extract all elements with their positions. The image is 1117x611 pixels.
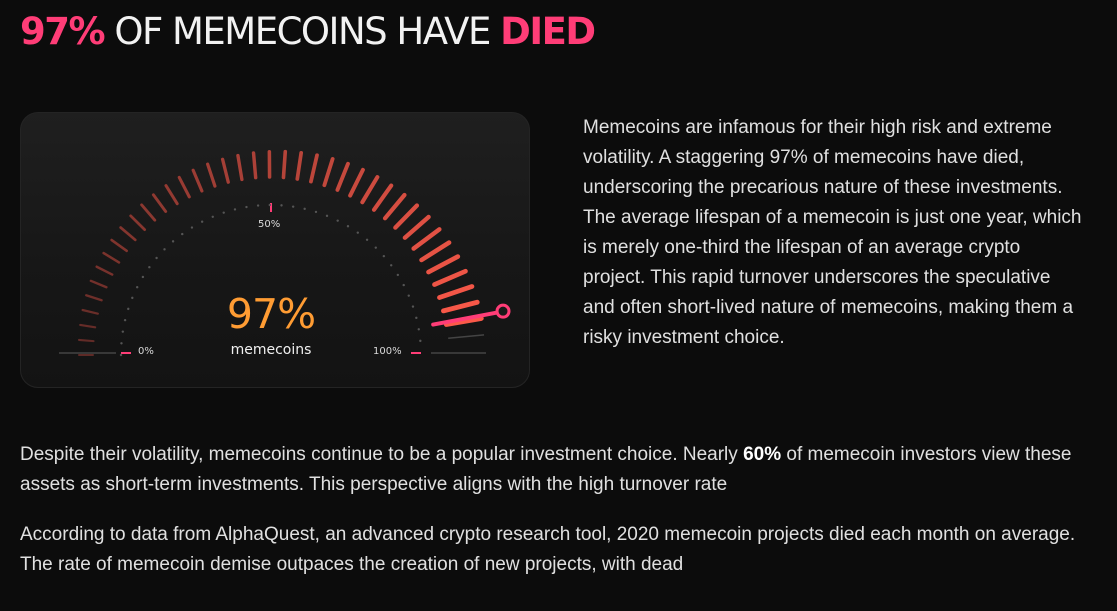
gauge-dot: [131, 297, 133, 299]
gauge-dot: [172, 240, 174, 242]
side-paragraph: Memecoins are infamous for their high risk and extreme volatility. A staggering 97% of memecoins have died, underscoring the precarious nature of these investments. The average lifespan of a memecoin is just one year, which is merely one-third the lifespan of an average crypto project. This rapid turnover underscores the speculative and often short-lived nature of memecoins, making them a risky investment choice.: [583, 117, 1082, 348]
gauge-bar: [297, 153, 301, 179]
gauge-bar: [223, 159, 229, 182]
gauge-bar: [97, 267, 113, 275]
gauge-dot: [163, 248, 165, 250]
gauge-dot: [347, 225, 349, 227]
gauge-dot: [212, 216, 214, 218]
gauge-dot: [257, 204, 259, 206]
gauge-dot: [155, 257, 157, 259]
gauge-bar: [434, 271, 465, 284]
gauge-bar: [238, 156, 242, 180]
gauge-dot: [124, 319, 126, 321]
headline-percent: 97%: [20, 10, 105, 53]
gauge-dot: [375, 246, 377, 248]
gauge-dot: [303, 208, 305, 210]
gauge-label-min: 0%: [138, 346, 154, 357]
gauge-dot: [292, 205, 294, 207]
gauge-dot: [148, 266, 150, 268]
paragraph-investors-before: Despite their volatility, memecoins continue to be a popular investment choice. Nearly: [20, 444, 744, 465]
gauge-value: 97%: [226, 290, 316, 338]
gauge-bar: [121, 228, 136, 240]
paragraph-investors: [20, 440, 1100, 500]
gauge-bar: [422, 243, 450, 260]
gauge-dot: [415, 317, 417, 319]
paragraph-investors-bold: 60%: [743, 444, 782, 465]
gauge-dot: [419, 340, 421, 342]
gauge-dot: [357, 231, 359, 233]
gauge-bar: [166, 186, 177, 204]
gauge-bar: [350, 170, 363, 196]
gauge-dot: [136, 286, 138, 288]
headline-died: DIED: [500, 10, 595, 53]
gauge-dot: [280, 204, 282, 206]
gauge-bar: [208, 164, 215, 186]
gauge-bar: [104, 253, 119, 262]
gauge-dot: [412, 305, 414, 307]
gauge-bar: [385, 195, 404, 218]
gauge-bar: [311, 155, 317, 181]
gauge-bar: [395, 205, 417, 227]
gauge-dot: [234, 208, 236, 210]
headline-text: OF MEMECOINS HAVE: [104, 10, 501, 53]
gauge-dot: [397, 274, 399, 276]
gauge-dot: [326, 215, 328, 217]
gauge-dot: [336, 219, 338, 221]
gauge-dot: [127, 308, 129, 310]
gauge-bar: [362, 177, 377, 202]
gauge-dot: [120, 342, 122, 344]
paragraph-investors-after: of memecoin investors view these assets as short-term investments. This perspective aligns with the high turnover rate: [20, 444, 1072, 495]
gauge-bar: [80, 325, 95, 327]
gauge-bar: [337, 164, 347, 190]
gauge-bar: [179, 177, 189, 196]
gauge-bar: [86, 295, 101, 300]
gauge-dot: [223, 211, 225, 213]
gauge-bar: [428, 257, 457, 272]
gauge-bar: [112, 240, 127, 251]
gauge-bar: [439, 286, 471, 297]
gauge-dot: [120, 354, 122, 356]
gauge-dot: [269, 204, 271, 206]
gauge-label-max: 100%: [373, 346, 402, 357]
gauge-bar: [83, 310, 98, 314]
gauge-bar: [254, 153, 256, 178]
gauge-dot: [366, 239, 368, 241]
gauge-dot: [408, 294, 410, 296]
gauge-bar: [131, 216, 145, 230]
gauge-bar: [443, 302, 477, 311]
gauge-dot: [245, 206, 247, 208]
gauge-dot: [390, 264, 392, 266]
gauge-dot: [122, 330, 124, 332]
gauge-dot: [383, 255, 385, 257]
gauge-bar: [193, 170, 202, 191]
gauge-bar: [142, 205, 155, 220]
gauge-dot: [403, 284, 405, 286]
gauge-card: [20, 112, 530, 388]
gauge-bar: [79, 340, 94, 341]
gauge-bar: [324, 159, 332, 185]
gauge-needle-knob: [497, 305, 509, 317]
page-title: [20, 8, 595, 56]
gauge-dot: [191, 226, 193, 228]
gauge-caption: memecoins: [230, 342, 312, 358]
gauge-label-mid: 50%: [258, 219, 281, 230]
gauge-bar-empty: [448, 335, 484, 338]
gauge-dot: [201, 221, 203, 223]
gauge-bar: [405, 217, 429, 238]
gauge-bar: [153, 195, 165, 212]
gauge-dot: [181, 233, 183, 235]
gauge-dot: [142, 276, 144, 278]
gauge-bar: [414, 229, 440, 248]
gauge-dot: [418, 328, 420, 330]
gauge-bar: [91, 281, 107, 287]
paragraph-alphaquest: According to data from AlphaQuest, an advanced crypto research tool, 2020 memecoin projects died each month on average. The rate of memecoin demise outpaces the creation of new projects, with dead: [20, 524, 1076, 575]
gauge-bar: [283, 152, 285, 178]
gauge-dot: [315, 211, 317, 213]
gauge-bar: [374, 186, 391, 210]
